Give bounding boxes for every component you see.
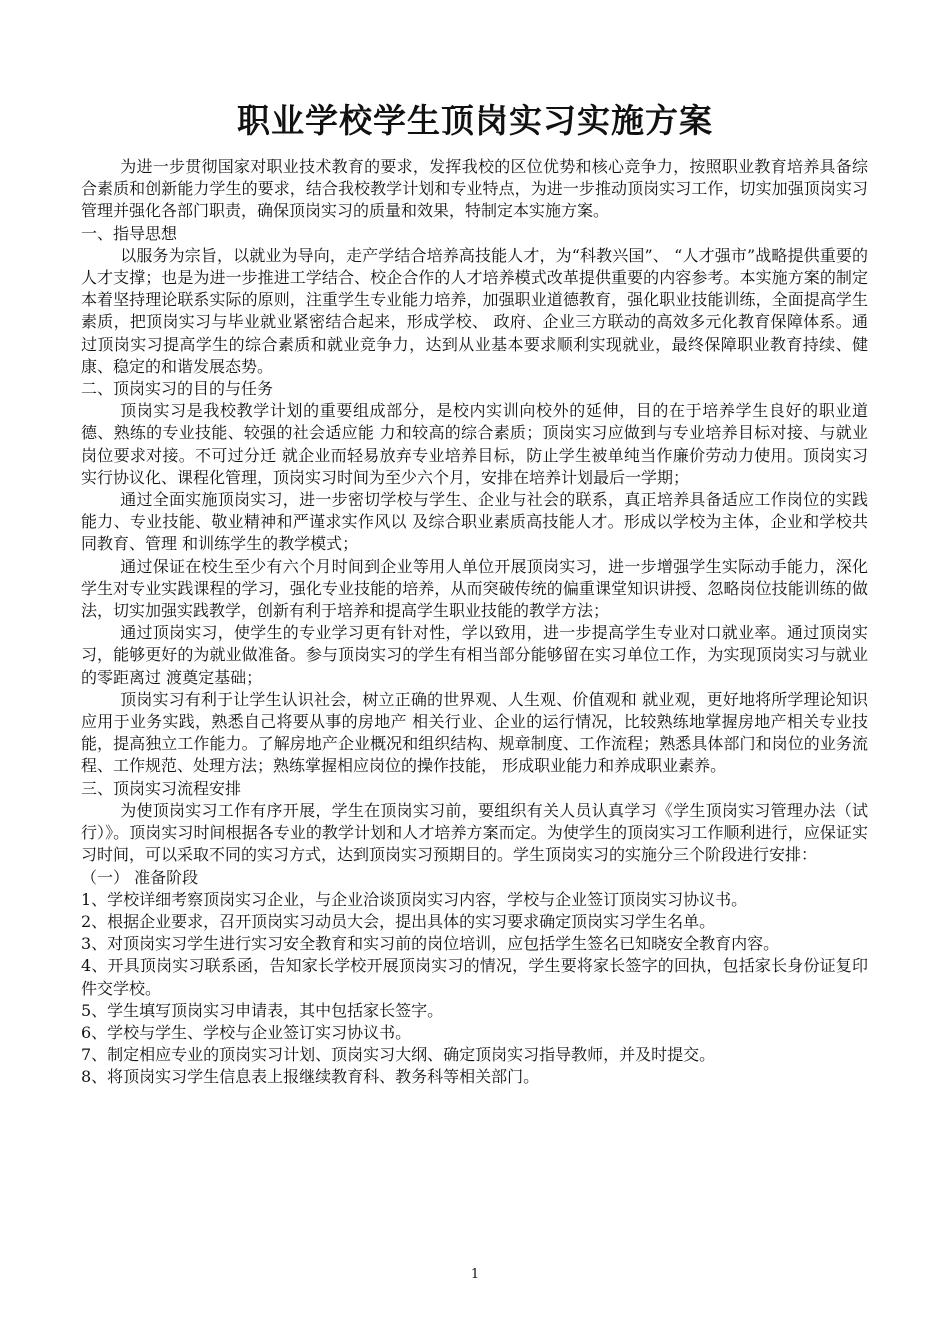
list-item: 2、根据企业要求，召开顶岗实习动员大会，提出具体的实习要求确定顶岗实习学生名单。 xyxy=(81,911,716,931)
list-item: 3、对顶岗实习学生进行实习安全教育和实习前的岗位培训，应包括学生签名已知晓安全教育内容。 xyxy=(81,934,780,954)
section-heading-purpose-and-tasks: 二、顶岗实习的目的与任务 xyxy=(81,379,274,399)
body-paragraph: 顶岗实习有利于让学生认识社会，树立正确的世界观、人生观、价值观和 就业观，更好地将所学理论知识应用于业务实践，熟悉自己将要从事的房地产 相关行业、企业的运行情况，比较熟练地掌握房地产相关专业技能，提高独立工作能力。了解房地产企业概况和组织结构、规章制度、工作流程；熟悉具体部门和岗位的业务流程、工作规范、处理方法；熟练掌握相应岗位的操作技能， 形成职业能力和养成职业素养。 xyxy=(81,689,868,776)
intro-paragraph: 为进一步贯彻国家对职业技术教育的要求，发挥我校的区位优势和核心竞争力，按照职业教育培养具备综合素质和创新能力学生的要求，结合我校教学计划和专业特点，为进一步推动顶岗实习工作，切实加强顶岗实习管理并强化各部门职责，确保顶岗实习的质量和效果，特制定本实施方案。 xyxy=(81,157,868,221)
section-heading-guiding-ideology: 一、指导思想 xyxy=(81,223,178,243)
body-paragraph: 通过保证在校生至少有六个月时间到企业等用人单位开展顶岗实习，进一步增强学生实际动手能力，深化学生对专业实践课程的学习，强化专业技能的培养，从而突破传统的偏重课堂知识讲授、忽略岗位技能训练的做法，切实加强实践教学，创新有利于培养和提高学生职业技能的教学方法； xyxy=(81,556,868,621)
subsection-heading-preparation-stage: （一） 准备阶段 xyxy=(81,867,199,887)
body-paragraph: 通过顶岗实习，使学生的专业学习更有针对性，学以致用，进一步提高学生专业对口就业率。通过顶岗实习，能够更好的为就业做准备。参与顶岗实习的学生有相当部分能够留在实习单位工作，为实现顶岗实习与就业的零距离过 渡奠定基础； xyxy=(81,623,868,687)
body-paragraph: 通过全面实施顶岗实习，进一步密切学校与学生、企业与社会的联系，真正培养具备适应工作岗位的实践能力、专业技能、敬业精神和严谨求实作风以 及综合职业素质高技能人才。形成以学校为主体，企业和学校共同教育、管理 和训练学生的教学模式； xyxy=(81,490,868,554)
list-item: 8、将顶岗实习学生信息表上报继续教育科、教务科等相关部门。 xyxy=(81,1067,540,1087)
list-item: 5、学生填写顶岗实习申请表，其中包括家长签字。 xyxy=(81,1000,444,1020)
body-paragraph: 顶岗实习是我校教学计划的重要组成部分，是校内实训向校外的延伸，目的在于培养学生良好的职业道德、熟练的专业技能、较强的社会适应能 力和较高的综合素质；顶岗实习应做到与专业培养目标对接、与就业岗位要求对接。不可过分迁 就企业而轻易放弃专业培养目标，防止学生被单纯当作廉价劳动力使用。顶岗实习实行协议化、课程化管理，顶岗实习时间为至少六个月，安排在培养计划最后一学期； xyxy=(81,401,868,487)
body-paragraph: 以服务为宗旨，以就业为导向，走产学结合培养高技能人才，为“科教兴国”、 “人才强市”战略提供重要的人才支撑；也是为进一步推进工学结合、校企合作的人才培养模式改革提供重要的内容参考。本实施方案的制定本着坚持理论联系实际的原则，注重学生专业能力培养，加强职业道德教育，强化职业技能训练，全面提高学生素质，把顶岗实习与毕业就业紧密结合起来，形成学校、 政府、企业三方联动的高效多元化教育保障体系。通过顶岗实习提高学生的综合素质和就业竞争力，达到从业基本要求顺利实现就业，最终保障职业教育持续、健康、稳定的和谐发展态势。 xyxy=(81,245,868,376)
body-paragraph: 为使顶岗实习工作有序开展，学生在顶岗实习前，要组织有关人员认真学习《学生顶岗实习管理办法（试行）》。顶岗实习时间根据各专业的教学计划和人才培养方案而定。为使学生的顶岗实习工作顺利进行，应保证实习时间，可以采取不同的实习方式，达到顶岗实习预期目的。学生顶岗实习的实施分三个阶段进行安排： xyxy=(81,800,868,865)
list-item: 4、开具顶岗实习联系函，告知家长学校开展顶岗实习的情况，学生要将家长签字的回执，包括家长身份证复印件交学校。 xyxy=(81,956,868,998)
list-item: 7、制定相应专业的顶岗实习计划、顶岗实习大纲、确定顶岗实习指导教师，并及时提交。 xyxy=(81,1045,716,1065)
page-number: 1 xyxy=(470,1267,480,1282)
list-item: 1、学校详细考察顶岗实习企业，与企业洽谈顶岗实习内容，学校与企业签订顶岗实习协议书。 xyxy=(81,889,748,909)
section-heading-process-arrangement: 三、顶岗实习流程安排 xyxy=(81,778,242,798)
list-item: 6、学校与学生、学校与企业签订实习协议书。 xyxy=(81,1022,412,1042)
document-body xyxy=(81,156,868,1089)
document-title: 职业学校学生顶岗实习实施方案 xyxy=(237,101,713,140)
